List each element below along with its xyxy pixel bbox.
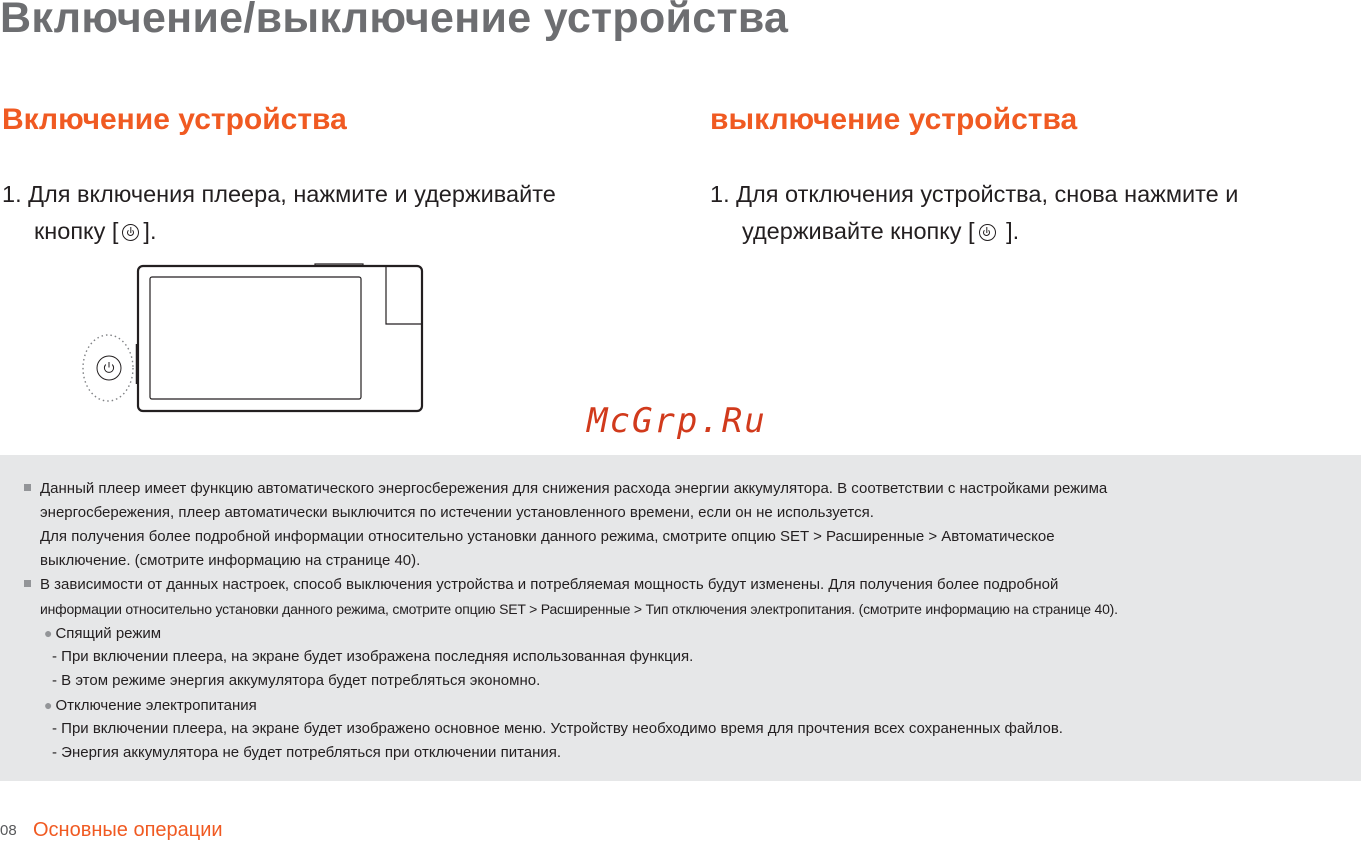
power-off-heading: выключение устройства <box>710 103 1078 136</box>
notes-panel <box>0 455 1361 781</box>
step-number: 1. <box>2 181 22 207</box>
power-on-heading: Включение устройства <box>2 103 347 136</box>
step-number: 1. <box>710 181 730 207</box>
power-on-step <box>2 176 556 250</box>
step-text-line2: кнопку [ ]. <box>34 218 157 244</box>
watermark: McGrp.Ru <box>587 401 767 441</box>
power-off-mode-label: ● Отключение электропитания <box>44 697 257 714</box>
power-button-callout <box>83 335 133 401</box>
note-auto-power-saving: Данный плеер имеет функцию автоматического энергосбережения для снижения расхода энергии аккумулятора. В соответствии с настройками режима энергосбережения, плеер автоматически выключится по истечении установленного времени, если он не используется. Для получения более подробной информации относительно установки данного режима, смотрите опцию SET > Расширенные > Автоматическое выключение. (смотрите информацию на странице 40). <box>24 477 1107 573</box>
step-text-line1: Для включения плеера, нажмите и удерживайте <box>28 181 556 207</box>
page-title: Включение/выключение устройства <box>0 0 789 42</box>
footer-page-number: 08 <box>0 822 17 839</box>
dot-bullet-icon: ● <box>44 625 53 641</box>
power-off-step <box>710 176 1238 250</box>
sleep-mode-item: - При включении плеера, на экране будет изображена последняя использованная функция. <box>52 648 694 665</box>
footer-section-label: Основные операции <box>33 819 223 841</box>
power-icon <box>122 224 139 241</box>
power-icon <box>979 224 996 241</box>
power-off-mode-item: - При включении плеера, на экране будет изображено основное меню. Устройству необходимо время для прочтения всех сохраненных файлов. <box>52 720 1063 737</box>
square-bullet-icon <box>24 484 31 491</box>
power-off-mode-item: - Энергия аккумулятора не будет потребляться при отключении питания. <box>52 744 562 761</box>
square-bullet-icon <box>24 580 31 587</box>
player-device-illustration <box>80 258 430 418</box>
sleep-mode-label: ● Спящий режим <box>44 625 162 642</box>
step-text-line2: удерживайте кнопку [ ]. <box>742 218 1020 244</box>
note-power-off-type: В зависимости от данных настроек, способ выключения устройства и потребляемая мощность будут изменены. Для получения более подробной информации относительно установки данного режима, смотрите опцию SET > Расширенные > Тип отключения электропитания. (смотрите информацию на странице 40). <box>24 573 1118 621</box>
sleep-mode-item: - В этом режиме энергия аккумулятора будет потребляться экономно. <box>52 672 541 689</box>
device-body <box>137 264 422 411</box>
dot-bullet-icon: ● <box>44 697 53 713</box>
step-text-line1: Для отключения устройства, снова нажмите и <box>736 181 1239 207</box>
device-screen <box>150 277 361 399</box>
